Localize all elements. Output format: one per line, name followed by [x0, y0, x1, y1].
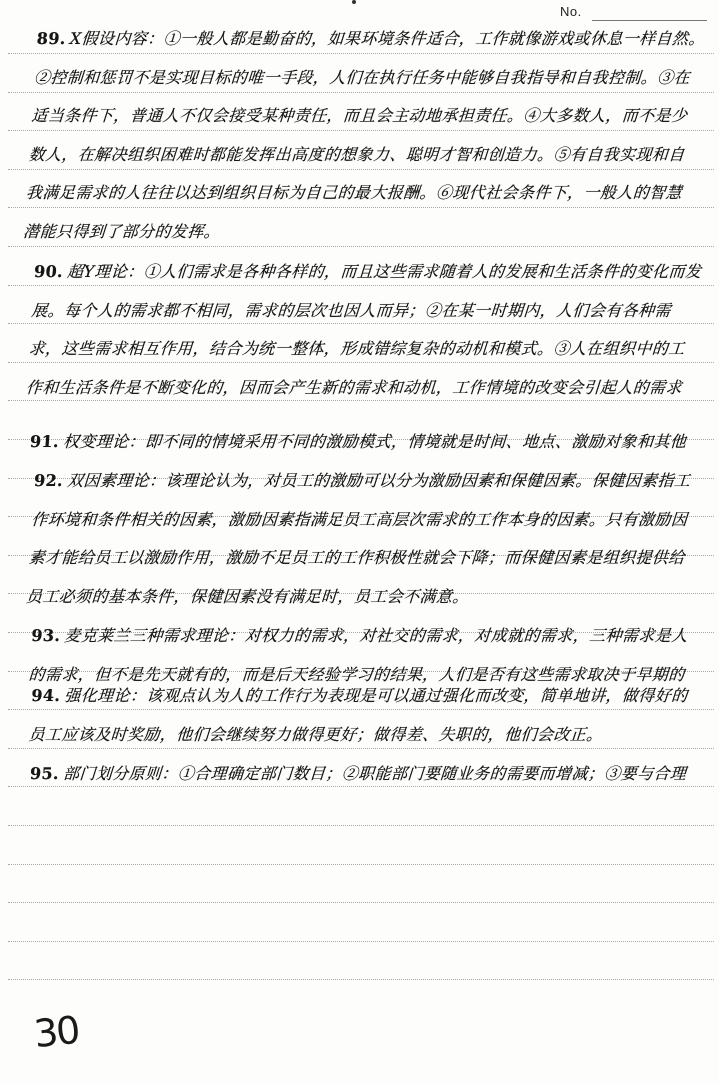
entry-92-number: 92.	[33, 471, 64, 490]
page-no-line	[592, 20, 707, 21]
entry-95-text	[29, 755, 702, 793]
ruled-line	[8, 478, 714, 479]
ruled-line	[8, 439, 714, 440]
ruled-line	[8, 593, 714, 594]
ruled-line	[8, 671, 714, 672]
entry-93-body: 麦克莱兰三种需求理论：对权力的需求，对社交的需求，对成就的需求，三种需求是人的需求，但不是先天就有的，而是后天经验学习的结果，人们是否有这些需求取决于早期的生活经历。	[28, 626, 689, 684]
ruled-line	[8, 786, 714, 787]
ruled-line	[8, 92, 714, 93]
ruled-line	[8, 516, 714, 517]
ruled-line	[8, 902, 714, 903]
ruled-line	[8, 362, 714, 363]
ruled-line	[8, 53, 714, 54]
ruled-line	[8, 285, 714, 286]
entry-89-body: X假设内容：①一般人都是勤奋的，如果环境条件适合，工作就像游戏或休息一样自然。②控制和惩罚不是实现目标的唯一手段，人们在执行任务中能够自我指导和自我控制。③在适当条件下，普通人不仅会接受某种责任，而且会主动地承担责任。④大多数人，而不是少数人，在解决组织困难时都能发挥出高度的想象力、聪明才智和创造力。⑤有自我实现和自我满足需求的人往往以达到组织目标为自己的最大报酬。⑥现代社会条件下，一般人的智慧潜能只得到了部分的发挥。	[22, 29, 706, 241]
ruled-line	[8, 246, 714, 247]
entry-91-body: 权变理论：即不同的情境采用不同的激励模式，情境就是时间、地点、激励对象和其他的外部因素。	[62, 432, 687, 451]
handwritten-page-number: 30	[31, 1007, 81, 1057]
ruled-line	[8, 169, 714, 170]
entry-90-body: 超Y理论：①人们需求是各种各样的，而且这些需求随着人的发展和生活条件的变化而发展。每个人的需求都不相同，需求的层次也因人而异；②在某一时期内，人们会有各种需求，这些需求相互作用，结合为统一整体，形成错综复杂的动机和模式。③人在组织中的工作和生活条件是不断变化的，因而会产生新的需求和动机，工作情境的改变会引起人的需求动机的变化。④由于人在需求方面的差异，管理者不能单纯用统一的管理方式和模式。	[25, 262, 702, 397]
entry-92-body: 双因素理论：该理论认为，对员工的激励可以分为激励因素和保健因素。保健因素指工作环境和条件相关的因素，激励因素指满足员工高层次需求的工作本身的因素。只有激励因素才能给员工以激励作用，激励不足员工的工作积极性就会下降；而保健因素是组织提供给员工必须的基本条件，保健因素没有满足时，员工会不满意。	[25, 471, 692, 606]
entry-91-number: 91.	[29, 432, 60, 451]
ruled-line	[8, 555, 714, 556]
ruled-line	[8, 207, 714, 208]
entry-94-body: 强化理论：该观点认为人的工作行为表现是可以通过强化而改变，简单地讲，做得好的员工应该及时奖励，他们会继续努力做得更好；做得差、失职的，他们会改正。	[28, 686, 689, 744]
ruled-line	[8, 130, 714, 131]
ruled-line	[8, 323, 714, 324]
ruled-line	[8, 941, 714, 942]
page-no-label: No.	[560, 4, 582, 19]
ruled-line	[8, 400, 714, 401]
entry-94-number: 94.	[30, 686, 62, 705]
entry-95-body: 部门划分原则：①合理确定部门数目；②职能部门要随业务的需要而增减；③要与合理的控制幅度结合。	[62, 764, 687, 783]
entry-89-text	[22, 20, 708, 252]
entry-91-text	[29, 423, 702, 461]
ruled-line	[8, 709, 714, 710]
entry-90-number: 90.	[33, 262, 64, 281]
entry-93-number: 93.	[30, 626, 62, 645]
punch-dot	[352, 0, 356, 4]
entry-93-text	[27, 617, 702, 694]
ruled-line	[8, 979, 714, 980]
entry-94-text	[27, 677, 702, 754]
ruled-line	[8, 748, 714, 749]
entry-89-number: 89.	[36, 29, 67, 48]
entry-95-number: 95.	[29, 764, 60, 783]
ruled-line	[8, 825, 714, 826]
ruled-line	[8, 632, 714, 633]
ruled-line	[8, 864, 714, 865]
entry-90-text	[25, 253, 706, 407]
